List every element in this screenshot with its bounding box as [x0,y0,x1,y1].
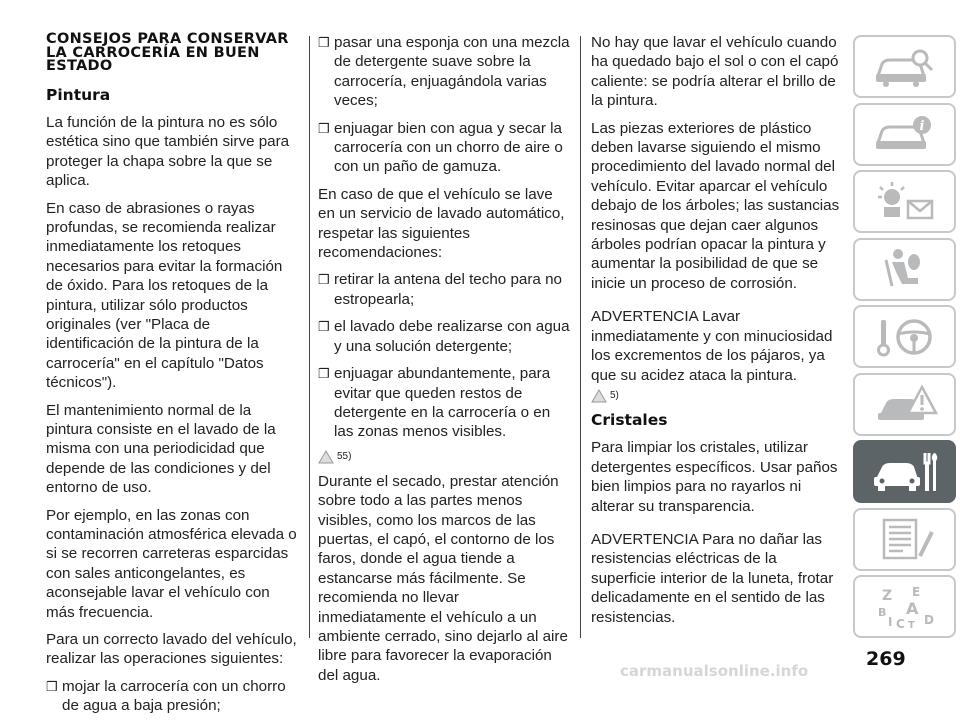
seat-airbag-icon [870,246,940,292]
bullet-item: ❒ enjuagar abundantemente, para evitar que queden restos de detergente en la carrocería o en las zonas menos visibles. [318,365,551,441]
bullet-item: ❒ pasar una esponja con una mezcla de detergente suave sobre la carrocería, enjuagándola varias veces; [318,34,570,110]
svg-text:I: I [887,614,892,629]
paragraph: Las piezas exteriores de plástico deben lavarse siguiendo el mismo procedimiento del lavado normal del vehículo. Evitar aparcar el vehículo debajo de los árboles; las sustancias resinosas que dejan caer algunos árboles podrían opacar la pintura y aumentar la posibilidad de que se inicie un proceso de corrosión. [591,119,840,292]
car-info-icon [870,111,940,157]
tab-car-tools[interactable] [853,440,956,503]
chapter-tabs [853,35,956,643]
bullet-item: ❒ retirar la antena del techo para no estropearla; [318,271,562,308]
bullet-mark: ❒ [318,319,330,335]
warning-paragraph: ADVERTENCIA Lavar inmediatamente y con minuciosidad los excrementos de los pájaros, ya que su acidez ataca la pintura. [591,308,833,384]
subsection-title-cristales: Cristales [591,410,668,429]
column-1 [46,33,298,724]
tab-car-warning[interactable] [853,373,956,436]
paragraph: El mantenimiento normal de la pintura consiste en el lavado de la misma con una periodicidad que depende de las condiciones y del entorno de uso. [46,401,276,497]
column-3 [591,33,841,635]
car-search-icon [870,44,940,90]
warning-paragraph: ADVERTENCIA Para no dañar las resistencias eléctricas de la superficie interior de la luneta, frotar delicadamente en el sentido de las resistencias. [591,530,834,626]
tab-steering-key[interactable] [853,305,956,368]
paragraph: Para un correcto lavado del vehículo, realizar las operaciones siguientes: [46,631,297,668]
bullet-item: ❒ enjuagar bien con agua y secar la carrocería con un chorro de aire o con un paño de gamuza. [318,119,563,176]
svg-text:D: D [923,612,934,627]
warning-triangle-icon [318,450,334,464]
note-reference: 55) [318,450,570,464]
svg-text:E: E [911,584,920,599]
svg-text:C: C [895,616,905,630]
tab-warning-lights[interactable] [853,170,956,233]
bullet-mark: ❒ [318,35,330,50]
bullet-mark: ❒ [318,366,330,382]
svg-text:B: B [877,605,886,619]
paragraph: Durante el secado, prestar atención sobre todo a las partes menos visibles, como los marcos de las puertas, el capó, el contorno de los faros, donde el agua tiende a estancarse más fácilmente. Se recomienda no llevar inmediatamente el vehículo a un ambiente cerrado, sino dejarlo al aire libre para favorecer la evaporación del agua. [318,472,568,684]
svg-text:i: i [919,119,924,134]
bullet-mark: ❒ [46,678,58,694]
note-reference: 5) [591,389,841,403]
column-divider [580,36,581,638]
section-title: CONSEJOS PARA CONSERVAR LA CARROCERÍA EN BUEN ESTADO [46,31,289,74]
tab-car-search[interactable] [853,35,956,98]
paragraph: Por ejemplo, en las zonas con contaminación atmosférica elevada o si se recorren carreteras esparcidas con sales anticongelantes, es aconsejable lavar el vehículo con más frecuencia. [46,506,297,621]
tab-seat-airbag[interactable] [853,238,956,301]
list-document-icon [870,516,940,562]
page-number: 269 [866,648,906,670]
alphabet-index-icon [870,584,940,630]
warning-lights-icon [870,179,940,225]
svg-text:A: A [905,598,918,618]
bullet-mark: ❒ [318,272,330,288]
subsection-title-pintura: Pintura [46,85,111,104]
tab-list-document[interactable] [853,508,956,571]
watermark: carmanualsonline.info [620,662,809,680]
warning-triangle-icon [591,389,607,403]
paragraph: En caso de que el vehículo se lave en un servicio de lavado automático, respetar las siguientes recomendaciones: [318,185,565,262]
steering-wheel-key-icon [870,314,940,360]
tab-alphabet-index[interactable] [853,575,956,638]
paragraph: La función de la pintura no es sólo estética sino que también sirve para proteger la chapa sobre la que se aplica. [46,113,290,190]
car-warning-icon [870,381,940,427]
car-tools-icon [870,449,940,495]
column-2 [318,33,570,693]
bullet-item: ❒ mojar la carrocería con un chorro de agua a baja presión; [46,677,286,715]
paragraph: No hay que lavar el vehículo cuando ha quedado bajo el sol o con el capó caliente: se podría alterar el brillo de la pintura. [591,34,839,110]
paragraph: Para limpiar los cristales, utilizar detergentes específicos. Usar paños bien limpios para no rayarlos ni alterar su transparencia. [591,439,838,515]
tab-car-info[interactable] [853,103,956,166]
svg-text:Z: Z [881,587,892,604]
paragraph: En caso de abrasiones o rayas profundas, se recomienda realizar inmediatamente los retoques necesarios para evitar la formación de óxido. Para los retoques de la pintura, utilizar sólo productos originales (ver "Placa de identificación de la pintura de la carrocería" en el capítulo "Datos técnicos"). [46,199,283,392]
column-divider [309,36,310,638]
bullet-mark: ❒ [318,120,330,136]
svg-text:T: T [907,619,915,630]
bullet-item: ❒ el lavado debe realizarse con agua y una solución detergente; [318,318,570,355]
